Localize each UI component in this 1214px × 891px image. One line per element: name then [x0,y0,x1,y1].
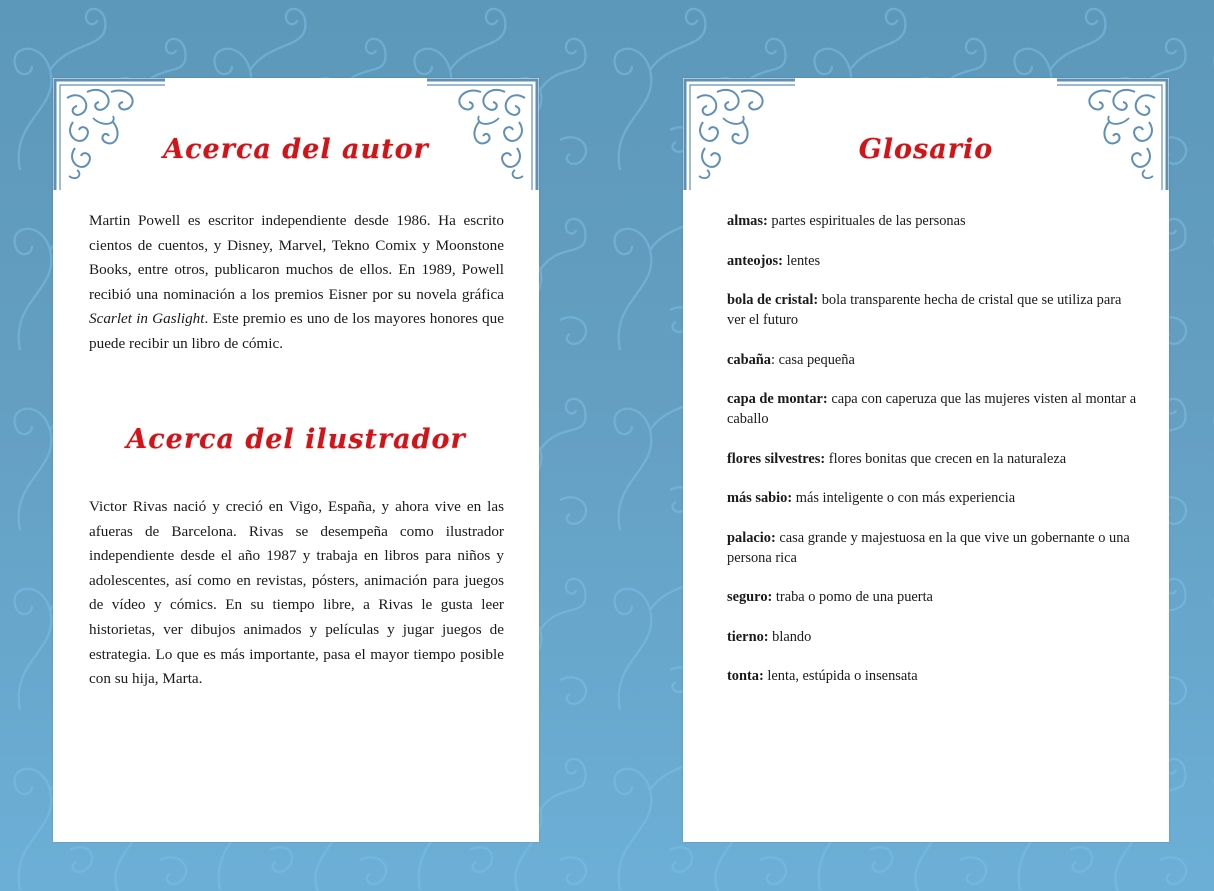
glossary-term: seguro: [727,589,773,605]
glossary-term: palacio: [727,529,776,546]
glossary-term: cabaña [727,351,771,368]
glossary-entry [727,666,1137,686]
glossary-term: capa de montar: [727,391,828,407]
glossary-term: tonta: [727,668,764,684]
glossary-list [727,211,1137,706]
glossary-definition: traba o pomo de una puerta [772,589,933,605]
glossary-term: bola de cristal: [727,292,819,308]
glossary-entry [727,389,1137,429]
author-bio-text-1: Martin Powell es escritor independiente desde 1986. Ha escrito cientos de cuentos, y Disney, Marvel, Tekno Comix y Moonstone Books, entre otros, publicaron muchos de ellos. En 1989, Powell recibió una nominación a los premios Eisner por su novela gráfica [89,212,504,303]
left-page [53,78,539,842]
glossary-definition: : casa pequeña [770,351,855,368]
glossary-entry [727,251,1137,271]
glossary-definition: flores bonitas que crecen en la naturaleza [825,450,1067,467]
glossary-entry [727,587,1137,607]
glossary-term: almas: [727,213,768,229]
author-bio-text-2: . Este premio es uno de los mayores honores que puede recibir un libro de cómic. [89,310,504,352]
glossary-heading: Glosario [858,134,994,165]
glossary-definition: lentes [782,252,821,269]
glossary-entry [727,449,1137,469]
glossary-term: tierno: [727,628,769,645]
glossary-definition: más inteligente o con más experiencia [792,490,1016,506]
glossary-term: más sabio: [727,490,793,506]
glossary-definition: capa con caperuza que las mujeres visten al montar a caballo [727,391,1137,427]
glossary-definition: bola transparente hecha de cristal que se utiliza para ver el futuro [727,292,1122,328]
author-heading: Acerca del autor [163,134,429,165]
author-book-title: Scarlet in Gaslight [89,310,205,328]
glossary-term: anteojos: [727,252,783,269]
glossary-entry [727,627,1137,647]
illustrator-heading: Acerca del ilustrador [126,424,466,455]
glossary-term: flores silvestres: [727,450,826,467]
glossary-entry [727,528,1137,568]
glossary-definition: blando [768,628,812,645]
glossary-entry [727,290,1137,330]
glossary-entry [727,211,1137,231]
author-bio [89,209,504,357]
glossary-entry [727,488,1137,508]
right-page [683,78,1169,842]
glossary-definition: lenta, estúpida o insensata [763,668,918,684]
glossary-entry [727,350,1137,370]
glossary-definition: partes espirituales de las personas [767,213,966,229]
glossary-definition: casa grande y majestuosa en la que vive un gobernante o una persona rica [727,529,1130,566]
illustrator-bio: Victor Rivas nació y creció en Vigo, España, y ahora vive en las afueras de Barcelona. Rivas se desempeña como ilustrador independiente desde el año 1987 y trabaja en libros para niños y adolescentes, así como en revistas, pósters, animación para juegos de vídeo y cómics. En su tiempo libre, a Rivas le gusta leer historietas, ver dibujos animados y películas y jugar juegos de estrategia. Lo que es más importante, pasa el mayor tiempo posible con su hija, Marta. [89,498,504,688]
